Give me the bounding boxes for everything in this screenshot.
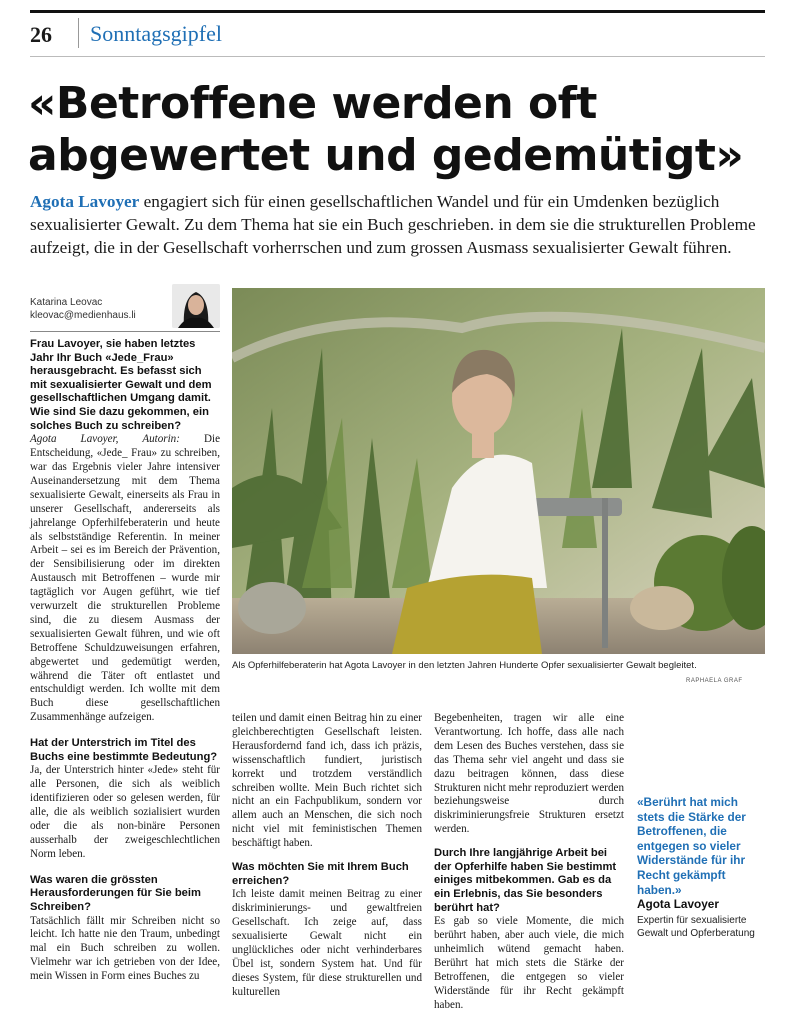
question-2: Hat der Unterstrich im Titel des Buchs eine bestimmte Bedeutung?: [30, 737, 218, 763]
photo-caption: Als Opferhilfeberaterin hat Agota Lavoyer in den letzten Jahren Hunderte Opfer sexualisierter Gewalt begleitet.: [232, 660, 697, 671]
answer-4-continued: Begebenheiten, tragen wir alle eine Verantwortung. Ich hoffe, dass alle nach dem Lesen des Buches verstehen, dass sie das Thema sehr viel angeht und dass sie dazu beitragen können, dass diese Strukturen nicht mehr reproduziert werden beziehungsweise durch diskriminierungsfreie Strukturen ersetzt werden.: [434, 712, 624, 836]
section-title: Sonntagsgipfel: [90, 21, 222, 46]
pull-quote-name: Agota Lavoyer: [637, 897, 719, 912]
author-name: Katarina Leovac: [30, 297, 103, 308]
question-3: Was waren die grössten Herausforderungen für Sie beim Schreiben?: [30, 873, 201, 913]
pull-quote-role: Expertin für sexualisierte Gewalt und Opferberatung: [637, 914, 755, 939]
header-separator: [78, 18, 79, 48]
column-3: [434, 712, 624, 1012]
column-2: [232, 712, 422, 1000]
header-rule: [30, 56, 765, 57]
answer-2: Ja, der Unterstrich hinter «Jede» steht für alle Personen, die sich als weiblich identifizieren oder so gelesen werden, für alle, die als weiblich sozialisiert wurden oder die als non-binäre Personen ausserhalb der zweigeschlechtlichen Norm leben.: [30, 764, 220, 860]
column-1: [30, 338, 220, 984]
lead-name: Agota Lavoyer: [30, 192, 140, 211]
lead-paragraph: [30, 190, 765, 259]
answer-5: Es gab so viele Momente, die mich berührt haben, aber auch viele, die mich unheimlich wütend gemacht haben. Berührt hat mich stets die Stärke der Betroffenen, die entgegen so vieler Widerstände für ihr Recht gekämpft haben.: [434, 915, 624, 1011]
page-number: 26: [30, 22, 52, 47]
pull-quote: [637, 795, 765, 940]
answer-1: [30, 433, 220, 725]
lead-text: engagiert sich für einen gesellschaftlichen Wandel und für ein Umdenken bezüglich sexualisierter Gewalt. Zu dem Thema hat sie ein Buch geschrieben. in dem sie die strukturellen Probleme aufzeigt, die in der Gesellschaft vorherrschen und zum grossen Ausmass sexualisierter Gewalt führen.: [30, 192, 756, 257]
pull-quote-text: «Berührt hat mich stets die Stärke der Betroffenen, die entgegen so vieler Widerstände für ihr Recht gekämpft haben.»: [637, 795, 746, 897]
answer-3: Tatsächlich fällt mir Schreiben nicht so leicht. Ich hatte nie den Traum, unbedingt mal ein Buch schreiben zu wollen. Vielmehr war ich getrieben von der Idee, mein Wissen in Form eines Buches zu: [30, 914, 220, 983]
main-photo: [232, 288, 765, 654]
photo-credit: RAPHAELA GRAF: [686, 678, 743, 684]
headline: «Betroffene werden oft abgewertet und gedemütigt»: [28, 78, 744, 181]
author-byline: [30, 296, 136, 322]
answer-4: Ich leiste damit meinen Beitrag zu einer diskriminierungs- und gewaltfreien Gesellschaft. Ich zeige auf, dass sexualisierte Gewalt nicht ein unglückliches oder nicht verhinderbares Übel ist, sondern System hat. Und für dieses System, für diese strukturellen und kulturellen: [232, 888, 422, 998]
answer-1-text: Die Entscheidung, «Jede_ Frau» zu schreiben, war das Ergebnis vieler Jahre intensiver Auseinandersetzung mit dem Thema sexualisierte Gewalt, einerseits als Frau in unserer Gesellschaft, andererseits als jahrelange Opferhilfeberaterin und heute als selbstständige Referentin. In meiner Arbeit – sei es im Bereich der Prävention, der Sensibilisierung oder im direkten Austausch mit Betroffenen – wurde mir tagtäglich vor Augen geführt, wie tief verwurzelt die strukturellen Probleme sind, die zu diesem Ausmass der sexualisierten Gewalt führen, und wie oft Betroffene Schuldzuweisungen erfahren, abgewertet und gedemütigt werden, während die Täter oft entlastet und entschuldigt werden. Ich wollte mit dem Buch diese gesellschaftlichen Zusammenhänge aufzeigen.: [30, 433, 220, 724]
answer-3-continued: teilen und damit einen Beitrag hin zu einer gleichberechtigten Gesellschaft leisten. Herausfordernd fand ich, dass ich präzis, wissenschaftlich fundiert, juristisch korrekt und trotzdem verständlich schreiben wollte. Mein Buch richtet sich nicht an ein Fachpublikum, sondern vor allem auch an Menschen, die sich noch nicht viel mit feministischen Themen beschäftigt haben.: [232, 712, 422, 850]
top-rule: [30, 10, 765, 13]
question-4: Was möchten Sie mit Ihrem Buch erreichen?: [232, 861, 409, 887]
author-portrait: [172, 284, 220, 328]
question-5: Durch Ihre langjährige Arbeit bei der Opferhilfe haben Sie bestimmt einiges mitbekommen. Gab es da ein Erlebnis, das Sie besonders berührt hat?: [434, 847, 617, 914]
question-1: Frau Lavoyer, sie haben letztes Jahr Ihr Buch «Jede_Frau» herausgebracht. Es befasst sich mit sexualisierter Gewalt und dem gesellschaftlichen Umgang damit. Wie sind Sie dazu gekommen, ein solches Buch zu schreiben?: [30, 338, 212, 432]
author-rule: [30, 331, 220, 332]
author-email[interactable]: kleovac@medienhaus.li: [30, 310, 136, 321]
speaker-label: Agota Lavoyer, Autorin:: [30, 433, 180, 446]
